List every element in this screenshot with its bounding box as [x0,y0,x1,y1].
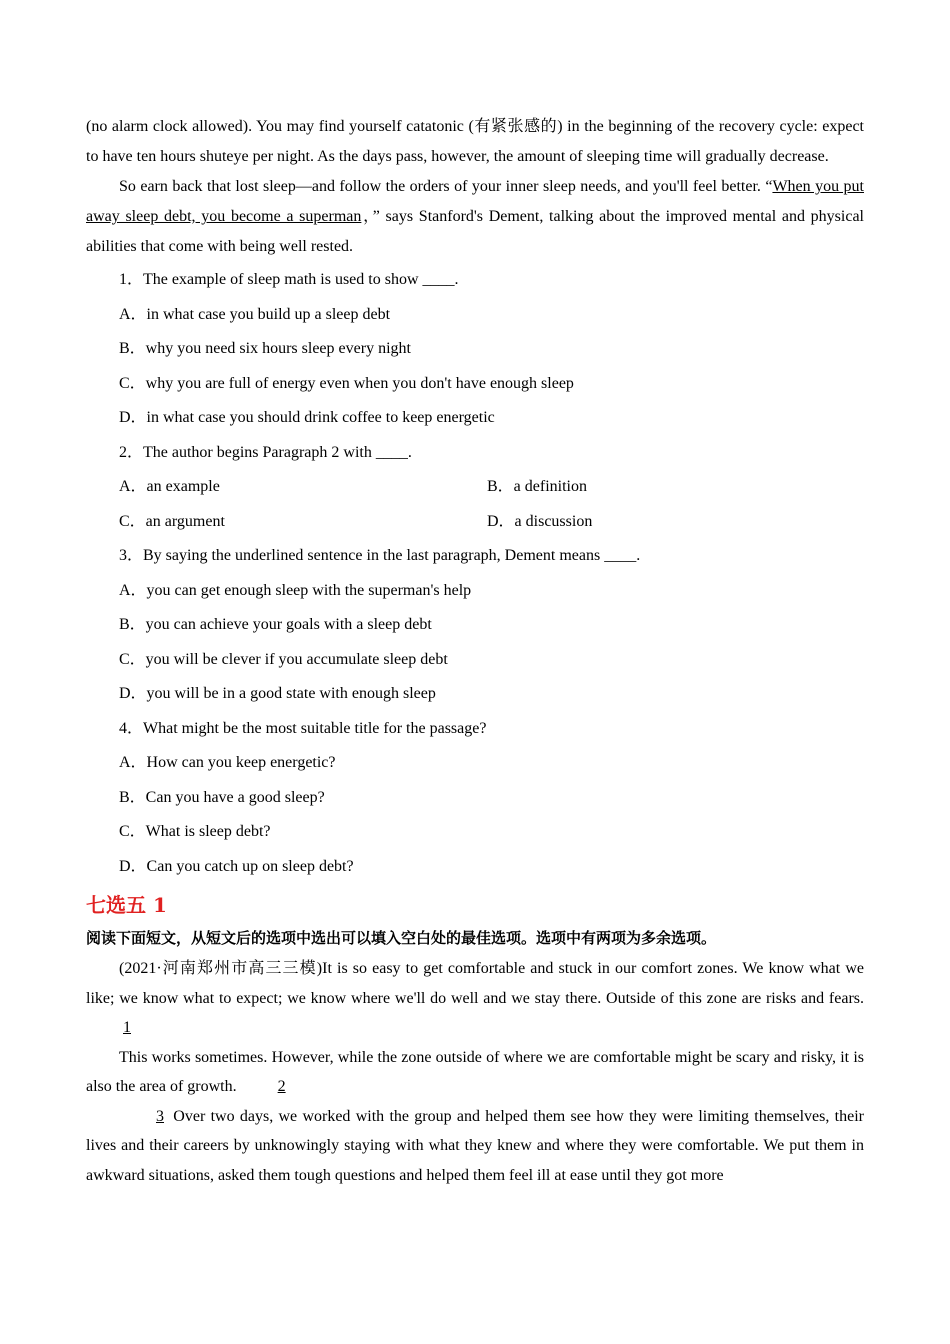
section-instruction: 阅读下面短文，从短文后的选项中选出可以填入空白处的最佳选项。选项中有两项为多余选项。 [86,929,717,947]
passage-text: Over two days, we worked with the group and helped them see how they were limiting themselves, their lives and their careers by unknowingly staying with what they knew and where they were comfortable. We put them in awkward situations, asked them tough questions and helped them feel ill at ease until they got more [86,1107,865,1184]
question-stem: 4．What might be the most suitable title for the passage? [119,719,487,737]
cloze-paragraph-2 [86,1043,864,1102]
option-b: B．you can achieve your goals with a sleep debt [119,616,432,633]
passage-text: ，” says Stanford's Dement, talking about the improved mental and physical abilities that come with being well rested. [86,208,864,255]
question-2 [86,436,864,540]
option-row [86,505,864,540]
option-row [86,470,864,505]
option-c: C．why you are full of energy even when you don't have enough sleep [119,374,574,392]
blank-1[interactable]: 1 [123,1019,131,1036]
question-3 [86,539,864,712]
passage-paragraph [86,172,864,262]
option-c: C．an argument [119,512,225,530]
option-c: C．you will be clever if you accumulate sleep debt [119,650,448,668]
option-a: A．in what case you build up a sleep debt [119,305,391,323]
option-a: A．How can you keep energetic? [119,754,336,771]
option-d: D．Can you catch up on sleep debt? [119,857,354,875]
question-stem: 2．The author begins Paragraph 2 with ____. [119,443,412,461]
underlined-sentence: When you put away sleep debt, you become a superman [86,178,864,225]
question-1 [86,263,864,436]
passage-text: So earn back that lost sleep—and follow the orders of your inner sleep needs, and you'll feel better. “ [119,178,773,195]
cloze-paragraph-3 [86,1102,864,1191]
option-d: D．in what case you should drink coffee to keep energetic [119,409,495,426]
question-stem: 3．By saying the underlined sentence in the last paragraph, Dement means ____. [119,547,641,564]
blank-3[interactable]: 3 [156,1107,164,1125]
passage-text: (2021·河南郑州市高三三模)It is so easy to get comfortable and stuck in our comfort zones. We know what we like; we know what to expect; we know where we'll do well and we stay there. Outside of this zone are risks and fears. [86,960,864,1007]
option-b: B．why you need six hours sleep every night [119,340,411,357]
question-stem: 1．The example of sleep math is used to show ____. [119,271,459,288]
section-title: 七选五 1 [86,893,167,917]
option-c: C．What is sleep debt? [119,823,271,840]
passage-text: This works sometimes. However, while the zone outside of where we are comfortable might be scary and risky, it is also the area of growth. [86,1048,864,1095]
cloze-paragraph-1 [86,954,864,1043]
option-b: B．a definition [487,478,587,495]
option-d: D．you will be in a good state with enough sleep [119,685,436,702]
passage-paragraph: (no alarm clock allowed). You may find yourself catatonic (有紧张感的) in the beginning of the recovery cycle: expect to have ten hours shuteye per night. As the days pass, however, the amount of sleeping time will gradually decrease. [86,118,864,165]
blank-2[interactable]: 2 [277,1078,286,1095]
question-4 [86,712,864,885]
document-page [86,112,864,1190]
option-a: A．you can get enough sleep with the superman's help [119,581,472,599]
option-d: D．a discussion [487,512,593,530]
option-a: A．an example [119,478,220,495]
option-b: B．Can you have a good sleep? [119,788,325,806]
